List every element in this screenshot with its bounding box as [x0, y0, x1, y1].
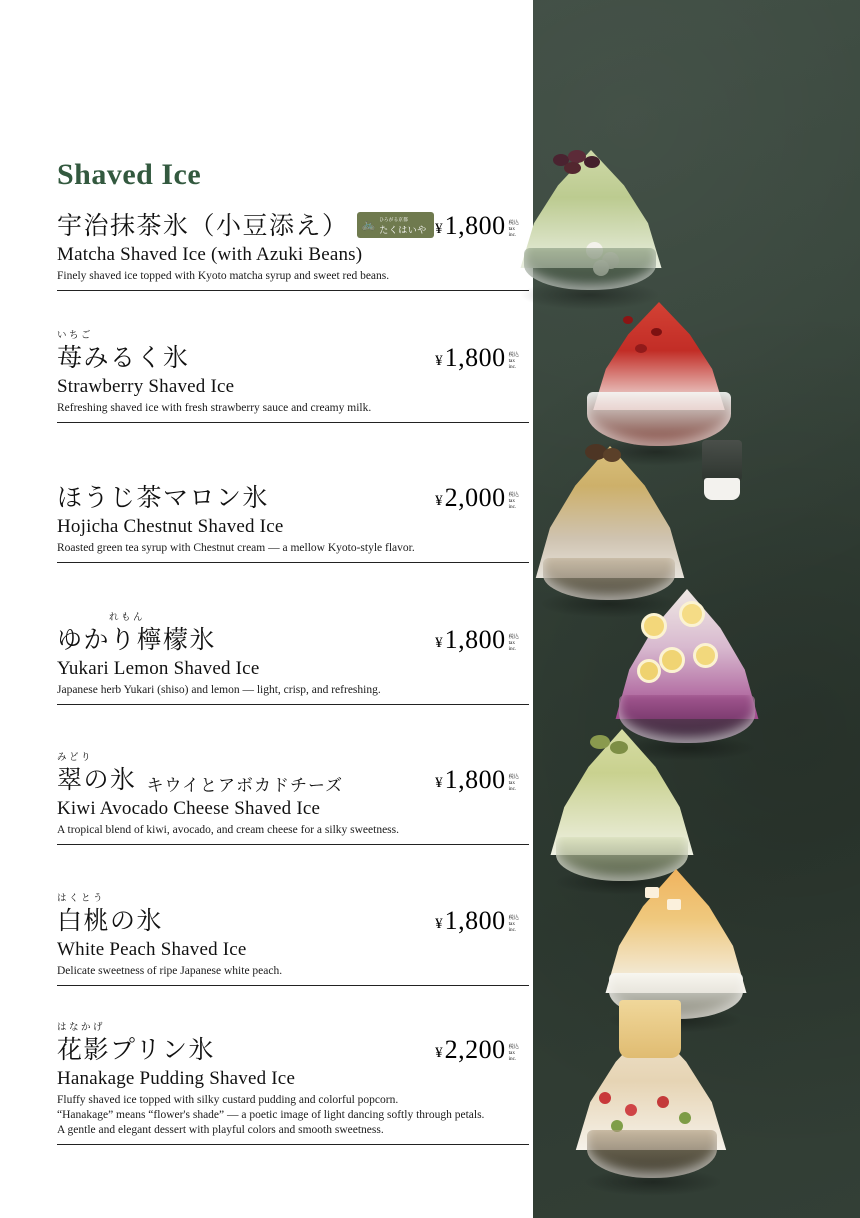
- menu-item-jp-row: [57, 894, 529, 937]
- tax-note-line1: 税込: [508, 915, 519, 921]
- menu-item-yukari-lemon: [57, 613, 529, 705]
- menu-item-jp-name: 花影プリン氷: [57, 1037, 216, 1064]
- tax-note-line1: 税込: [508, 634, 519, 640]
- menu-item-en-name: Strawberry Shaved Ice: [57, 376, 235, 397]
- badge-text: [379, 215, 427, 235]
- tax-note-line3: inc.: [508, 927, 517, 933]
- menu-item-desc-line: A gentle and elegant dessert with playful colors and smooth sweetness.: [57, 1124, 384, 1136]
- price-value: 1,800: [444, 765, 506, 794]
- menu-item-matcha: [57, 208, 529, 291]
- tax-note-line2: tax: [508, 358, 515, 364]
- price-value: 1,800: [444, 625, 506, 654]
- tax-note: [509, 634, 519, 655]
- menu-item-price: [435, 906, 519, 936]
- currency-symbol: ¥: [435, 916, 443, 932]
- currency-symbol: ¥: [435, 221, 443, 237]
- menu-item-price: [435, 625, 519, 655]
- badge-label: たくはいや: [379, 225, 427, 235]
- tax-note-line3: inc.: [508, 1056, 517, 1062]
- menu-item-price: [435, 1035, 519, 1065]
- tax-note: [509, 352, 519, 373]
- menu-item-desc-line: Delicate sweetness of ripe Japanese white peach.: [57, 965, 283, 977]
- menu-item-en-name: Matcha Shaved Ice (with Azuki Beans): [57, 244, 363, 265]
- tax-note: [509, 220, 519, 241]
- menu-item-jp-name: 苺みるく氷: [57, 345, 190, 372]
- divider: [57, 290, 529, 291]
- tax-note-line3: inc.: [508, 232, 517, 238]
- menu-item-en-name: White Peach Shaved Ice: [57, 939, 247, 960]
- menu-item-price: [435, 765, 519, 795]
- price-value: 2,200: [444, 1035, 506, 1064]
- menu-item-jp-row: [57, 613, 529, 656]
- tax-note-line3: inc.: [508, 364, 517, 370]
- page-title: Shaved Ice: [57, 158, 202, 191]
- tax-note-line2: tax: [508, 498, 515, 504]
- menu-item-desc-line: Finely shaved ice topped with Kyoto matcha syrup and sweet red beans.: [57, 270, 390, 282]
- menu-item-hanakage-pudding: [57, 1023, 529, 1145]
- menu-item-price: [435, 483, 519, 513]
- takuhaiya-badge: [357, 212, 434, 238]
- menu-item-jp-name: ゆかり檸檬氷: [57, 627, 217, 654]
- tax-note-line2: tax: [508, 1050, 515, 1056]
- menu-item-desc-line: A tropical blend of kiwi, avocado, and cream cheese for a silky sweetness.: [57, 824, 400, 836]
- currency-symbol: ¥: [435, 493, 443, 509]
- tax-note-line3: inc.: [508, 646, 517, 652]
- price-value: 1,800: [444, 906, 506, 935]
- tax-note: [509, 915, 519, 936]
- divider: [57, 562, 529, 563]
- menu-item-desc-line: Japanese herb Yukari (shiso) and lemon — light, crisp, and refreshing.: [57, 684, 381, 696]
- tax-note-line1: 税込: [508, 352, 519, 358]
- menu-item-desc-line: “Hanakage” means “flower's shade” — a poetic image of light dancing softly through petals.: [57, 1109, 485, 1121]
- divider: [57, 844, 529, 845]
- tax-note-line1: 税込: [508, 220, 519, 226]
- menu-item-jp-row: [57, 753, 529, 796]
- badge-top-text: ひろがる京都: [379, 217, 408, 222]
- tax-note-line1: 税込: [508, 1044, 519, 1050]
- menu-item-en-name: Hojicha Chestnut Shaved Ice: [57, 516, 284, 537]
- menu-item-desc-line: Refreshing shaved ice with fresh strawberry sauce and creamy milk.: [57, 402, 372, 414]
- menu-item-en-name: Kiwi Avocado Cheese Shaved Ice: [57, 798, 321, 819]
- menu-item-white-peach: [57, 894, 529, 986]
- menu-item-desc-line: Roasted green tea syrup with Chestnut cream — a mellow Kyoto-style flavor.: [57, 542, 415, 554]
- menu-item-jp-row: [57, 208, 529, 242]
- bicycle-icon: 🚲: [361, 218, 376, 231]
- menu-item-jp-row: [57, 331, 529, 374]
- menu-item-desc-line: Fluffy shaved ice topped with silky custard pudding and colorful popcorn.: [57, 1094, 399, 1106]
- price-value: 1,800: [444, 343, 506, 372]
- divider: [57, 704, 529, 705]
- menu-item-furigana: みどり: [57, 753, 94, 763]
- price-value: 1,800: [444, 211, 506, 240]
- menu-item-jp-row: [57, 1023, 529, 1066]
- tax-note-line3: inc.: [508, 786, 517, 792]
- tax-note-line2: tax: [508, 921, 515, 927]
- tax-note: [509, 774, 519, 795]
- currency-symbol: ¥: [435, 635, 443, 651]
- menu-item-furigana: はなかげ: [57, 1023, 106, 1033]
- tax-note-line1: 税込: [508, 774, 519, 780]
- hanakage-pudding-shaved-ice-photo: [553, 1000, 753, 1200]
- tax-note-line2: tax: [508, 780, 515, 786]
- tax-note-line3: inc.: [508, 504, 517, 510]
- currency-symbol: ¥: [435, 353, 443, 369]
- menu-item-price: [435, 343, 519, 373]
- divider: [57, 1144, 529, 1145]
- menu-item-hojicha-chestnut: [57, 480, 529, 563]
- tax-note-line1: 税込: [508, 492, 519, 498]
- menu-item-en-name: Yukari Lemon Shaved Ice: [57, 658, 260, 679]
- price-value: 2,000: [444, 483, 506, 512]
- tax-note: [509, 492, 519, 513]
- menu-item-jp-name: 翠の氷: [57, 767, 137, 794]
- menu-item-furigana: れもん: [109, 613, 146, 623]
- photo-panel: [533, 0, 860, 1218]
- tax-note-line2: tax: [508, 640, 515, 646]
- currency-symbol: ¥: [435, 1045, 443, 1061]
- menu-item-jp-subtitle: キウイとアボカドチーズ: [146, 776, 344, 795]
- menu-item-furigana: はくとう: [57, 894, 106, 904]
- menu-item-jp-name: 宇治抹茶氷（小豆添え）: [57, 213, 349, 240]
- tax-note-line2: tax: [508, 226, 515, 232]
- menu-item-strawberry: [57, 331, 529, 423]
- menu-item-price: [435, 211, 519, 241]
- divider: [57, 422, 529, 423]
- menu-item-en-name: Hanakage Pudding Shaved Ice: [57, 1068, 296, 1089]
- menu-item-jp-name: ほうじ茶マロン氷: [57, 485, 270, 512]
- menu-item-kiwi-avocado-cheese: [57, 753, 529, 845]
- divider: [57, 985, 529, 986]
- menu-item-furigana: いちご: [57, 331, 94, 341]
- menu-item-jp-row: [57, 480, 529, 514]
- menu-item-jp-name: 白桃の氷: [57, 908, 164, 935]
- tax-note: [509, 1044, 519, 1065]
- currency-symbol: ¥: [435, 775, 443, 791]
